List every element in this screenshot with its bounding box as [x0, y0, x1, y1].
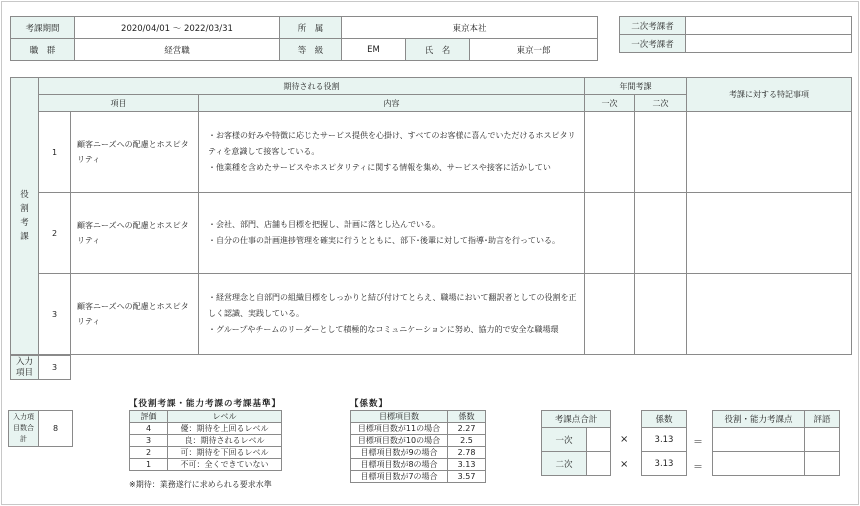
row-content-line: ・会社、部門、店舗も目標を把握し、計画に落とし込んでいる。	[208, 220, 440, 229]
criteria-level: 優：期待を上回るレベル	[168, 423, 282, 435]
criteria-level-header: レベル	[168, 411, 282, 423]
criteria-eval: 4	[130, 423, 168, 435]
score-first-label: 一次	[542, 428, 587, 452]
input-total-value: 8	[39, 411, 73, 447]
final-score-table	[712, 410, 840, 476]
table-row	[351, 459, 486, 471]
row-item: 顧客ニーズへの配慮とホスピタリティ	[71, 193, 199, 274]
coef-count: 目標項目数が11の場合	[351, 423, 448, 435]
final-score-first-field[interactable]	[713, 428, 805, 452]
row-content-line: ・他業種を含めたサービスやホスピタリティに関する情報を集め、サービスや接客に活かしてい	[208, 163, 551, 172]
grade-value[interactable]: EM	[342, 39, 406, 61]
criteria-table	[129, 410, 282, 471]
coef-value: 2.5	[448, 435, 486, 447]
table-row	[130, 435, 282, 447]
evaluators-table	[619, 16, 852, 53]
table-row	[11, 112, 852, 193]
job-label: 職 群	[11, 39, 75, 61]
row-content	[199, 193, 585, 274]
role-evaluation-side-label: 役割考課	[11, 78, 39, 355]
table-row	[130, 459, 282, 471]
score-coef-table	[641, 410, 687, 476]
second-eval-cell[interactable]	[635, 193, 687, 274]
name-value[interactable]: 東京一郎	[470, 39, 598, 61]
final-score-second-field[interactable]	[713, 452, 805, 476]
table-row	[130, 423, 282, 435]
multiply-sign: ×	[620, 459, 629, 470]
coef-count: 目標項目数が8の場合	[351, 459, 448, 471]
score-second-field[interactable]	[587, 452, 611, 476]
period-value[interactable]: 2020/04/01 〜 2022/03/31	[75, 17, 280, 39]
coef-count: 目標項目数が9の場合	[351, 447, 448, 459]
input-count-table	[10, 355, 71, 380]
first-evaluator-field[interactable]	[686, 35, 852, 53]
row-item: 顧客ニーズへの配慮とホスピタリティ	[71, 274, 199, 355]
grade-label: 等 級	[280, 39, 342, 61]
job-value[interactable]: 経営職	[75, 39, 280, 61]
input-count-label: 入力項目	[11, 356, 39, 380]
row-item: 顧客ニーズへの配慮とホスピタリティ	[71, 112, 199, 193]
criteria-level: 可：期待を下回るレベル	[168, 447, 282, 459]
coef-value: 2.78	[448, 447, 486, 459]
row-content	[199, 112, 585, 193]
table-row	[351, 423, 486, 435]
dept-value[interactable]: 東京本社	[342, 17, 598, 39]
input-total-label: 入力項目数合計	[9, 411, 39, 447]
content-header: 内容	[199, 95, 585, 112]
criteria-level: 良：期待されるレベル	[168, 435, 282, 447]
first-eval-cell[interactable]	[585, 112, 635, 193]
annual-evaluation-header: 年間考課	[585, 78, 687, 95]
input-total-table	[8, 410, 73, 447]
table-row	[130, 447, 282, 459]
period-label: 考課期間	[11, 17, 75, 39]
remarks-cell[interactable]	[687, 274, 852, 355]
score-total-header: 考課点合計	[542, 411, 611, 428]
coef-count: 目標項目数が10の場合	[351, 435, 448, 447]
first-eval-cell[interactable]	[585, 193, 635, 274]
second-eval-cell[interactable]	[635, 274, 687, 355]
name-label: 氏 名	[406, 39, 470, 61]
rating-header: 評語	[805, 411, 840, 428]
row-content-line: ・グループやチームのリーダーとして積極的なコミュニケーションに努め、協力的で安全な職場環	[208, 325, 559, 334]
first-eval-header: 一次	[585, 95, 635, 112]
score-coef-header: 係数	[642, 411, 687, 428]
row-content-line: ・経営理念と自部門の組織目標をしっかりと結び付けてとらえ、職場において翻訳者としての役割を正しく認識、実践している。	[208, 293, 577, 318]
coef-count-header: 目標項目数	[351, 411, 448, 423]
score-coef-first: 3.13	[642, 428, 687, 452]
score-second-label: 二次	[542, 452, 587, 476]
criteria-note: ※期待：業務遂行に求められる要求水準	[129, 480, 272, 489]
criteria-eval-header: 評価	[130, 411, 168, 423]
remarks-cell[interactable]	[687, 193, 852, 274]
coefficient-title: 【係数】	[350, 399, 389, 409]
table-row	[11, 274, 852, 355]
expected-role-header: 期待される役割	[39, 78, 585, 95]
remarks-header: 考課に対する特記事項	[687, 78, 852, 112]
second-eval-cell[interactable]	[635, 112, 687, 193]
item-header: 項目	[39, 95, 199, 112]
first-eval-cell[interactable]	[585, 274, 635, 355]
second-evaluator-label: 二次考課者	[620, 17, 686, 35]
role-evaluation-table	[10, 77, 852, 355]
rating-second-field[interactable]	[805, 452, 840, 476]
first-evaluator-label: 一次考課者	[620, 35, 686, 53]
input-count-value: 3	[39, 356, 71, 380]
second-eval-header: 二次	[635, 95, 687, 112]
criteria-eval: 1	[130, 459, 168, 471]
final-score-header: 役割・能力考課点	[713, 411, 805, 428]
table-row	[351, 447, 486, 459]
score-first-field[interactable]	[587, 428, 611, 452]
score-coef-second: 3.13	[642, 452, 687, 476]
coef-value: 3.57	[448, 471, 486, 483]
second-evaluator-field[interactable]	[686, 17, 852, 35]
row-number: 1	[39, 112, 71, 193]
table-row	[351, 435, 486, 447]
coefficient-table	[350, 410, 486, 483]
equals-sign: ＝	[693, 462, 703, 473]
coef-value: 3.13	[448, 459, 486, 471]
row-number: 2	[39, 193, 71, 274]
row-number: 3	[39, 274, 71, 355]
table-row	[351, 471, 486, 483]
remarks-cell[interactable]	[687, 112, 852, 193]
equals-sign: ＝	[693, 437, 703, 448]
criteria-level: 不可：全くできていない	[168, 459, 282, 471]
employee-info-table	[10, 16, 598, 61]
row-content-line: ・自分の仕事の計画進捗管理を確実に行うとともに、部下･後輩に対して指導･助言を行っている。	[208, 236, 560, 245]
table-row	[11, 193, 852, 274]
coef-value: 2.27	[448, 423, 486, 435]
row-content-line: ・お客様の好みや特徴に応じたサービス提供を心掛け、すべてのお客様に喜んでいただけるホスピタリティを意識して接客している。	[208, 131, 576, 156]
rating-first-field[interactable]	[805, 428, 840, 452]
coef-count: 目標項目数が7の場合	[351, 471, 448, 483]
multiply-sign: ×	[620, 434, 629, 445]
row-content	[199, 274, 585, 355]
criteria-eval: 2	[130, 447, 168, 459]
criteria-eval: 3	[130, 435, 168, 447]
dept-label: 所 属	[280, 17, 342, 39]
coef-value-header: 係数	[448, 411, 486, 423]
criteria-title: 【役割考課・能力考課の考課基準】	[129, 399, 282, 409]
